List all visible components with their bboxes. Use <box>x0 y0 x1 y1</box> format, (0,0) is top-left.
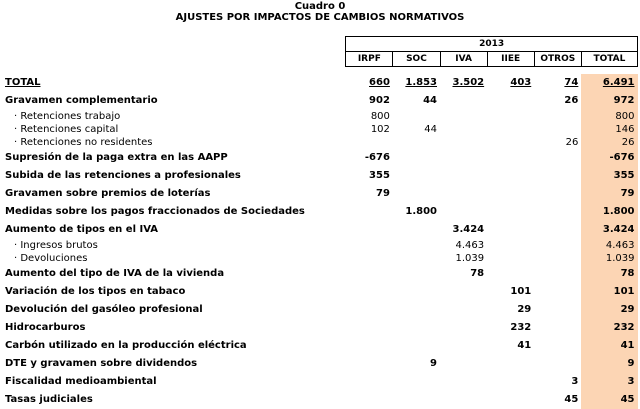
cell-total: 78 <box>581 265 637 283</box>
header-blank <box>2 52 346 67</box>
cell-otros <box>534 355 581 373</box>
cell-otros <box>534 337 581 355</box>
cell-total: 26 <box>581 136 637 149</box>
table-row <box>2 92 638 110</box>
cell-irpf <box>346 239 393 252</box>
cell-soc <box>393 337 440 355</box>
row-label: Aumento del tipo de IVA de la vivienda <box>5 268 225 279</box>
cell-otros <box>534 239 581 252</box>
cell-iva: 3.424 <box>452 224 485 235</box>
cell-total: 3 <box>581 373 637 391</box>
cell-otros <box>534 221 581 239</box>
cell-total: 232 <box>581 319 637 337</box>
cell-otros <box>534 149 581 167</box>
table-row <box>2 149 638 167</box>
table-row <box>2 252 638 265</box>
cell-total: 4.463 <box>581 239 637 252</box>
cell-soc <box>393 252 440 265</box>
adjustments-table <box>2 36 638 409</box>
cell-iva <box>440 92 487 110</box>
cell-irpf <box>346 319 393 337</box>
table-row <box>2 391 638 409</box>
cell-irpf: 79 <box>375 188 390 199</box>
table-row <box>2 123 638 136</box>
row-label: · Ingresos brutos <box>14 240 98 251</box>
cell-iva <box>440 149 487 167</box>
cell-iva: 4.463 <box>455 240 485 251</box>
cell-otros <box>534 110 581 123</box>
cell-iiee: 232 <box>510 322 532 333</box>
page-title: AJUSTES POR IMPACTOS DE CAMBIOS NORMATIVOS <box>175 12 465 23</box>
cell-iva <box>440 110 487 123</box>
cell-iiee <box>487 123 534 136</box>
cell-total: -676 <box>581 149 637 167</box>
cell-iiee <box>487 149 534 167</box>
cell-irpf: -676 <box>364 152 390 163</box>
table-row <box>2 74 638 92</box>
column-header-total: TOTAL <box>581 52 637 67</box>
cell-irpf <box>346 265 393 283</box>
cell-soc <box>393 221 440 239</box>
cell-otros: 26 <box>565 137 579 148</box>
cell-otros <box>534 203 581 221</box>
cell-total: 79 <box>581 185 637 203</box>
cell-otros: 74 <box>564 77 579 88</box>
cell-irpf: 102 <box>370 124 390 135</box>
cell-soc <box>393 373 440 391</box>
row-label: TOTAL <box>5 77 41 88</box>
table-row <box>2 203 638 221</box>
cuadro-label: Cuadro 0 <box>294 1 346 12</box>
cell-otros <box>534 319 581 337</box>
cell-iiee <box>487 110 534 123</box>
cell-otros <box>534 167 581 185</box>
table-row <box>2 221 638 239</box>
cell-iva <box>440 167 487 185</box>
cell-soc <box>393 265 440 283</box>
cell-irpf <box>346 391 393 409</box>
cell-iiee <box>487 92 534 110</box>
cell-iiee: 29 <box>517 304 532 315</box>
cell-irpf <box>346 355 393 373</box>
year-header: 2013 <box>346 37 638 52</box>
cell-iva <box>440 373 487 391</box>
row-label: Devolución del gasóleo profesional <box>5 304 203 315</box>
cell-total: 146 <box>581 123 637 136</box>
cell-iva <box>440 391 487 409</box>
cell-iva: 3.502 <box>452 77 485 88</box>
cell-irpf <box>346 221 393 239</box>
cell-soc <box>393 319 440 337</box>
cell-irpf: 355 <box>369 170 390 181</box>
cell-otros <box>534 252 581 265</box>
cell-iiee <box>487 136 534 149</box>
cell-soc <box>393 283 440 301</box>
cell-iiee: 41 <box>517 340 532 351</box>
cell-iva <box>440 337 487 355</box>
cell-otros: 45 <box>564 394 579 405</box>
cell-iiee: 101 <box>510 286 532 297</box>
cell-iiee: 403 <box>510 77 532 88</box>
cell-irpf <box>346 283 393 301</box>
cell-soc <box>393 239 440 252</box>
row-label: Gravamen complementario <box>5 95 158 106</box>
cell-irpf <box>346 203 393 221</box>
cell-total: 972 <box>581 92 637 110</box>
cell-soc: 9 <box>430 358 438 369</box>
cell-irpf <box>346 373 393 391</box>
cell-iva <box>440 355 487 373</box>
cell-iiee <box>487 391 534 409</box>
row-label: Hidrocarburos <box>5 322 86 333</box>
cell-irpf <box>346 136 393 149</box>
cell-total: 9 <box>581 355 637 373</box>
cell-iva <box>440 301 487 319</box>
table-row <box>2 136 638 149</box>
row-label: Aumento de tipos en el IVA <box>5 224 158 235</box>
table-row <box>2 319 638 337</box>
row-label: · Devoluciones <box>14 253 88 264</box>
row-label: Subida de las retenciones a profesionales <box>5 170 241 181</box>
cell-otros <box>534 185 581 203</box>
cell-total: 355 <box>581 167 637 185</box>
cell-soc: 1.853 <box>405 77 438 88</box>
cell-total: 29 <box>581 301 637 319</box>
cell-total: 101 <box>581 283 637 301</box>
cell-soc <box>393 167 440 185</box>
table-row <box>2 355 638 373</box>
cell-soc <box>393 391 440 409</box>
table-row <box>2 283 638 301</box>
cell-irpf: 660 <box>369 77 390 88</box>
row-label: Gravamen sobre premios de loterías <box>5 188 211 199</box>
cell-irpf <box>346 252 393 265</box>
cell-iva: 78 <box>470 268 485 279</box>
cell-iiee <box>487 252 534 265</box>
row-label: · Retenciones capital <box>14 124 119 135</box>
table-row <box>2 301 638 319</box>
table-row <box>2 110 638 123</box>
cell-otros <box>534 283 581 301</box>
cell-soc <box>393 185 440 203</box>
column-header-iva: IVA <box>440 52 487 67</box>
cell-otros <box>534 301 581 319</box>
cell-total: 1.800 <box>581 203 637 221</box>
cell-iva <box>440 123 487 136</box>
row-label: Supresión de la paga extra en las AAPP <box>5 152 228 163</box>
cell-iiee <box>487 185 534 203</box>
cell-iva <box>440 136 487 149</box>
table-row <box>2 265 638 283</box>
table-row <box>2 239 638 252</box>
cell-soc <box>393 110 440 123</box>
cell-iiee <box>487 239 534 252</box>
row-label: Tasas judiciales <box>5 394 93 405</box>
cell-iiee <box>487 203 534 221</box>
table-row <box>2 337 638 355</box>
row-label: · Retenciones trabajo <box>14 111 121 122</box>
table-row <box>2 185 638 203</box>
column-header-otros: OTROS <box>534 52 581 67</box>
cell-total: 45 <box>581 391 637 409</box>
cell-otros <box>534 123 581 136</box>
cell-iiee <box>487 167 534 185</box>
cell-irpf: 800 <box>370 111 390 122</box>
row-label: Medidas sobre los pagos fraccionados de Sociedades <box>5 206 305 217</box>
header-blank <box>2 37 346 52</box>
row-label: Carbón utilizado en la producción eléctrica <box>5 340 247 351</box>
cell-iva: 1.039 <box>455 253 485 264</box>
cell-otros: 3 <box>571 376 579 387</box>
cell-otros <box>534 265 581 283</box>
row-label: Fiscalidad medioambiental <box>5 376 157 387</box>
cell-iiee <box>487 221 534 239</box>
cell-soc: 1.800 <box>405 206 438 217</box>
cell-total: 800 <box>581 110 637 123</box>
row-label: DTE y gravamen sobre dividendos <box>5 358 198 369</box>
cell-otros: 26 <box>564 95 579 106</box>
cell-total: 1.039 <box>581 252 637 265</box>
cell-irpf <box>346 301 393 319</box>
cell-soc <box>393 301 440 319</box>
column-header-iiee: IIEE <box>487 52 534 67</box>
cell-soc: 44 <box>424 124 438 135</box>
row-label: Variación de los tipos en tabaco <box>5 286 186 297</box>
cell-iva <box>440 185 487 203</box>
cell-soc <box>393 149 440 167</box>
cell-iiee <box>487 265 534 283</box>
cell-soc <box>393 136 440 149</box>
table-row <box>2 167 638 185</box>
column-header-soc: SOC <box>393 52 440 67</box>
cell-iiee <box>487 355 534 373</box>
cell-total: 6.491 <box>581 74 637 92</box>
table-row <box>2 373 638 391</box>
cell-iiee <box>487 373 534 391</box>
cell-iva <box>440 203 487 221</box>
cell-irpf <box>346 337 393 355</box>
column-header-irpf: IRPF <box>346 52 393 67</box>
cell-total: 41 <box>581 337 637 355</box>
row-label: · Retenciones no residentes <box>14 137 153 148</box>
cell-irpf: 902 <box>369 95 390 106</box>
cell-total: 3.424 <box>581 221 637 239</box>
cell-iva <box>440 319 487 337</box>
cell-iva <box>440 283 487 301</box>
cell-soc: 44 <box>423 95 438 106</box>
